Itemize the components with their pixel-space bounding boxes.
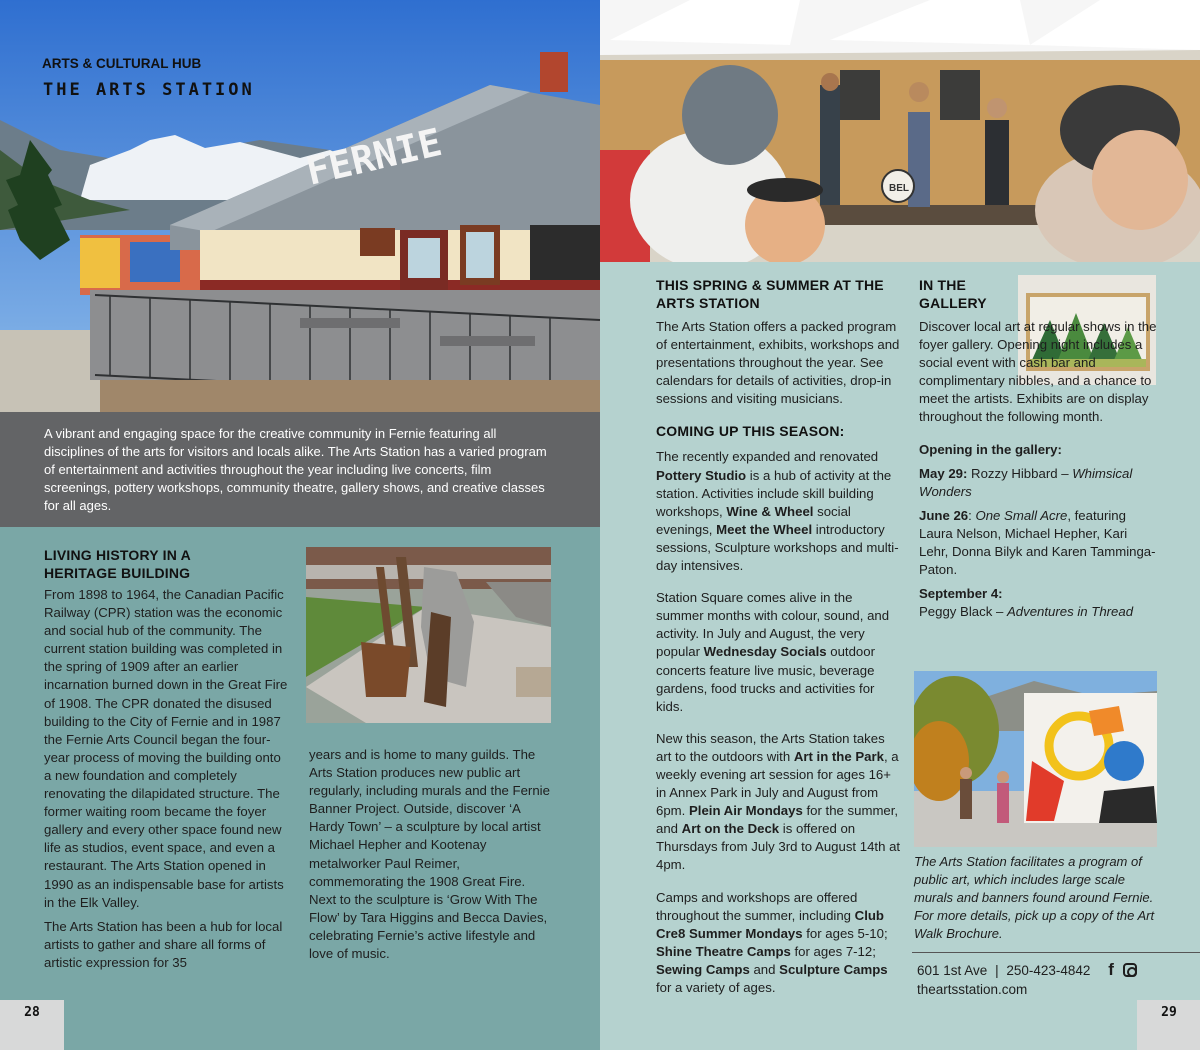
intro-text: A vibrant and engaging space for the creative community in Fernie featuring all disciplines of the arts for visitors and locals alike. The Arts Station has a varied program of entertainment and activities throughout the year including live concerts, film screenings, pottery workshops, community theatre, gallery shows, and creative classes for all ages. [44, 426, 547, 513]
phone-number[interactable]: 250-423-4842 [1006, 963, 1091, 978]
event-1: May 29: Rozzy Hibbard – Whimsical Wonders [919, 465, 1133, 499]
facebook-icon[interactable]: f [1108, 960, 1114, 979]
event-3: September 4: Peggy Black – Adventures in Thread [919, 586, 1134, 620]
history-column-1 [44, 546, 289, 979]
contact-block [917, 960, 1157, 999]
program-column [656, 276, 901, 1004]
mural-caption [914, 853, 1156, 943]
instagram-icon[interactable] [1123, 963, 1137, 977]
pottery-paragraph: The recently expanded and renovated Pottery Studio is a hub of activity at the station. Activities include skill building workshops, Wine & Wheel social evenings, Meet the Wheel introductory sessions, Sculpture workshops and multi-day intensives. [656, 449, 899, 574]
history-paragraph-2: The Arts Station has been a hub for local artists to gather and share all forms of artistic expression for 35 [44, 918, 283, 970]
page-title: THE ARTS STATION [43, 80, 255, 100]
station-square-paragraph: Station Square comes alive in the summer months with colour, sound, and activity. In July and August, the very popular Wednesday Socials outdoor concerts feature live music, beverage gardens, food trucks and activities for kids. [656, 590, 890, 714]
gallery-column [919, 276, 1159, 628]
website-link[interactable]: theartsstation.com [917, 982, 1028, 997]
address: 601 1st Ave [917, 963, 988, 978]
history-column-2 [309, 746, 554, 970]
camps-paragraph: Camps and workshops are offered throughout the summer, including Club Cre8 Summer Mondays for ages 5-10; Shine Theatre Camps for ages 7-12; Sewing Camps and Sculpture Camps for a variety of ages. [656, 889, 888, 995]
mural-photo [914, 671, 1157, 847]
program-heading: THIS SPRING & SUMMER AT THE ARTS STATION [656, 277, 884, 311]
event-2: June 26: One Small Acre, featuring Laura Nelson, Michael Hepher, Kari Lehr, Donna Bilyk and Karen Tamminga-Paton. [919, 507, 1156, 578]
program-intro: The Arts Station offers a packed program of entertainment, exhibits, workshops and presentations throughout the year. See calendars for details of activities, drop-in sessions and visiting musicians. [656, 319, 900, 407]
outdoor-art-paragraph: New this season, the Arts Station takes art to the outdoors with Art in the Park, a weekly evening art session for ages 16+ in Annex Park in July and August from 6pm. Plein Air Mondays for the summer, and Art on the Deck is offered on Thursdays from July 3rd to August 14th at 4pm. [656, 730, 901, 873]
page-number-left: 28 [0, 1000, 64, 1050]
sculpture-photo [306, 547, 551, 723]
mural-caption-text: The Arts Station facilitates a program of public art, which includes large scale murals and banners found around Fernie. [914, 854, 1154, 905]
contact-divider [912, 952, 1200, 953]
history-heading: LIVING HISTORY IN A HERITAGE BUILDING [44, 547, 191, 581]
drum-logo: BEL [889, 183, 909, 194]
intro-band [0, 412, 600, 527]
history-paragraph-3: years and is home to many guilds. The Arts Station produces new public art regularly, including murals and the Fernie Banner Project. Outside, discover ‘A Hardy Town’ – a sculpture by local artist Michael Hepher and Kootenay metalworker Paul Reimer, commemorating the 1908 Great Fire. Next to the sculpture is ‘Grow With The Flow’ by Tara Higgins and Becca Davies, celebrating Fernie’s active lifestyle and love of music. [309, 747, 550, 962]
page-number-right: 29 [1137, 1000, 1200, 1050]
gallery-text: Discover local art at regular shows in the foyer gallery. Opening night includes a social event with cash bar and complimentary nibbles, and a chance to meet the artists. Exhibits are on display throughout the following month. [919, 319, 1157, 425]
mural-caption-brochure: For more details, pick up a copy of the Art Walk Brochure. [914, 908, 1155, 941]
roof-sign: FERNIE [302, 120, 446, 194]
history-paragraph-1: From 1898 to 1964, the Canadian Pacific Railway (CPR) station was the economic and social hub of the community. The current station building was completed in the spring of 1909 after an earlier incarnation burned down in the Great Fire of 1908. The CPR donated the disused building to the City of Fernie and in 1987 the Fernie Arts Council began the four-year process of moving the building onto a new foundation and completely renovating the dilapidated structure. The former waiting room became the foyer gallery and every other space found new life as studios, event space, and even a restaurant. The Arts Station opened in 1990 as an indispensable base for artists in the Elk Valley. [44, 587, 288, 910]
gallery-heading: IN THE GALLERY [919, 277, 987, 311]
season-heading: COMING UP THIS SEASON: [656, 423, 845, 440]
contact-separator: | [995, 963, 999, 978]
concert-photo [600, 0, 1200, 262]
opening-heading: Opening in the gallery: [919, 441, 1062, 457]
section-kicker: ARTS & CULTURAL HUB [42, 56, 202, 71]
